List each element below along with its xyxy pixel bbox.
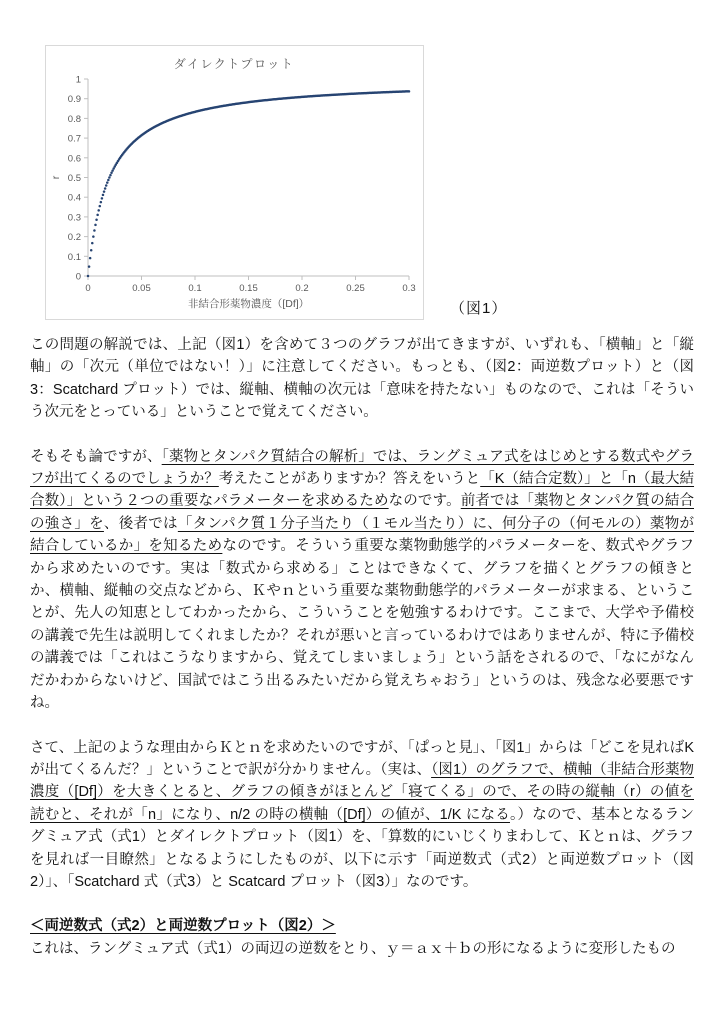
- paragraph-5: [30, 938, 694, 960]
- chart-title: ダイレクトプロット: [173, 57, 295, 71]
- x-axis-label: 非結合形薬物濃度（[Df]）: [187, 298, 310, 310]
- x-tick-label: 0.2: [295, 283, 309, 294]
- y-tick-label: 0.8: [67, 113, 81, 125]
- text-run: そもそも論ですが、: [30, 448, 162, 465]
- y-tick-label: 0: [75, 271, 81, 283]
- x-tick-label: 0.3: [402, 283, 416, 294]
- direct-plot-chart: [45, 45, 424, 320]
- direct-plot-svg: [46, 46, 423, 319]
- figure-1: [45, 45, 694, 320]
- text-run: 、後者では: [103, 515, 178, 532]
- y-tick-label: 0.1: [67, 251, 81, 263]
- y-axis-label: r: [50, 175, 62, 180]
- text-run: これは、ラングミュア式（式1）の両辺の逆数をとり、ｙ＝ａｘ＋ｂの形になるように変形したもの: [30, 940, 676, 957]
- text-run: 考えたことがありますか？答えをいうと: [218, 471, 481, 488]
- y-tick-label: 0.9: [67, 94, 81, 106]
- data-series: [87, 90, 411, 277]
- text-run: 。）なので、基本となるラングミュア式（式1）とダイレクトプロット（図1）を、「算数的にいじくりまわして、Ｋとｎは、グラフを見れば一目瞭然」となるようにしたものが、以下に示す「両逆数式（式2）と両逆数プロット（図2）」、「Scatchard 式（式3）と Scatcard プロット（図3）」なのです。: [30, 806, 694, 890]
- paragraph-1: [30, 334, 694, 424]
- text-run: さて、上記のような理由からＫとｎを求めたいのですが、「ぱっと見」、「図1」からは「どこを見ればKが出てくるんだ？」ということで訳が分かりません。（実は、: [30, 739, 694, 778]
- figure-1-caption: （図1）: [450, 300, 508, 317]
- underlined-text: 「タンパク質１分子当たり（１モル当たり）に、何分子の（何モルの）薬物が結合しているか」を知るため: [30, 515, 694, 555]
- y-tick-label: 0.6: [67, 153, 81, 165]
- x-tick-label: 0.15: [239, 283, 258, 294]
- document-body: [30, 334, 694, 960]
- y-tick-label: 0.7: [67, 133, 81, 145]
- text-run: なのです。: [388, 493, 461, 510]
- x-tick-label: 0: [85, 283, 91, 294]
- x-tick-label: 0.05: [132, 283, 151, 294]
- section-heading: [30, 915, 694, 937]
- text-run: この問題の解説では、上記（図1）を含めて３つのグラフが出てきますが、いずれも、「横軸」と「縦軸」の「次元（単位ではない！）」に注意してください。もっとも、（図2：両逆数プロット）と（図3：Scatchard プロット）では、縦軸、横軸の次元は「意味を持たない」ものなので、これは「そういう次元をとっている」ということで覚えてください。: [30, 337, 694, 421]
- y-tick-label: 0.3: [67, 212, 81, 224]
- text-run: なのです。そういう重要な薬物動態学的パラメーターを、数式やグラフから求めたいのです。実は「数式から求める」ことはできなくて、グラフを描くとグラフの傾きとか、横軸、縦軸の交点などから、Ｋやｎという重要な薬物動態学的パラメーターが求まる、ということが、先人の知恵としてわかったから、こういうことを勉強するわけです。ここまで、大学や予備校の講義で先生は説明してくれましたか？それが悪いと言っているわけではありませんが、特に予備校の講義では「これはこうなりますから、覚えてしまいましょう」という話をされるので、「なにがなんだかわからないけど、国試ではこう出るみたいだから覚えちゃおう」というのは、残念な必要悪ですね。: [30, 538, 695, 712]
- x-tick-label: 0.25: [346, 283, 365, 294]
- x-tick-label: 0.1: [188, 283, 202, 294]
- underlined-text: 「K（結合定数）」と「n（最大結合数）」という２つの重要なパラメーターを求めるため: [30, 471, 695, 510]
- paragraph-3: [30, 737, 694, 894]
- underlined-text: （図1）のグラフで、横軸（非結合形薬物濃度（[Df]）を大きくとると、グラフの傾きがほとんど「寝てくる」ので、その時の縦軸（r）の値を読むと、それが「n」になり、n/2 の時の横軸（[Df]）の値が、1/K になる: [30, 761, 694, 823]
- underlined-text: 前者では「薬物とタンパク質の結合の強さ」を: [30, 493, 694, 532]
- y-tick-label: 0.4: [67, 192, 81, 204]
- y-tick-label: 0.5: [67, 173, 81, 184]
- underlined-text: ＜両逆数式（式2）と両逆数プロット（図2）＞: [30, 918, 336, 935]
- y-tick-label: 0.2: [67, 232, 81, 244]
- underlined-text: 「薬物とタンパク質結合の解析」では、ラングミュア式をはじめとする数式やグラフが出てくるのでしょうか？: [30, 448, 694, 488]
- paragraph-2: [30, 446, 694, 715]
- y-tick-label: 1: [75, 74, 81, 86]
